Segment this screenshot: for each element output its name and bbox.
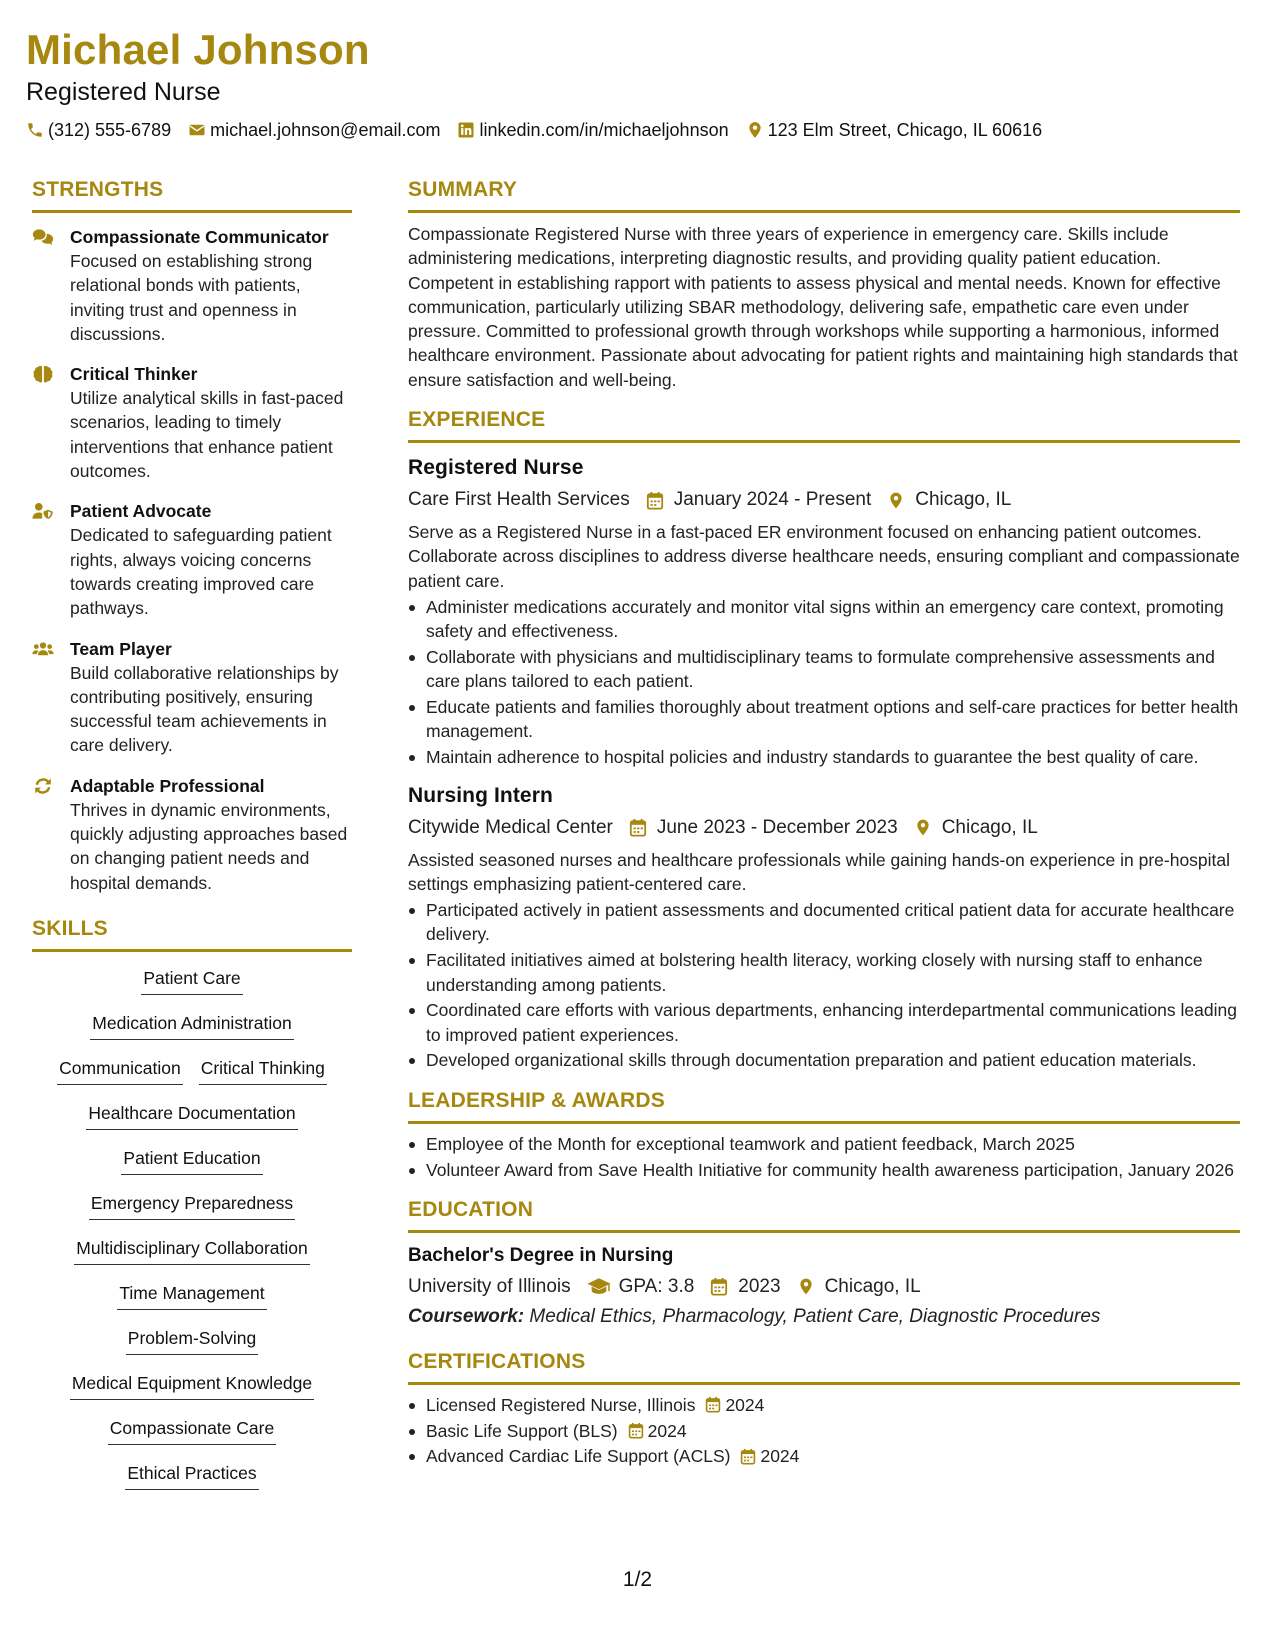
edu-degree: Bachelor's Degree in Nursing [408,1244,674,1266]
brain-icon [32,365,54,383]
address-text: 123 Elm Street, Chicago, IL 60616 [767,120,1043,140]
education-heading: EDUCATION [408,1196,1240,1233]
strength-item [32,362,352,483]
bullet-item: Maintain adherence to hospital policies and industry standards to guarantee the best quality of care. [408,745,1240,769]
edu-coursework [408,1302,1240,1332]
right-column [408,176,1240,1470]
skill-tag: Emergency Preparedness [89,1191,295,1220]
skill-row [117,1461,266,1506]
skill-row [133,966,250,1011]
linkedin-text[interactable]: linkedin.com/in/michaeljohnson [479,120,729,140]
graduation-cap-icon [587,1277,611,1296]
map-pin-icon [887,491,905,510]
job-location: Chicago, IL [915,489,1012,511]
skill-row [109,1281,274,1326]
candidate-name: Michael Johnson [26,26,370,73]
experience-heading: EXPERIENCE [408,406,1240,443]
refresh-icon [32,777,54,795]
skill-tag: Communication [57,1056,183,1085]
resume-header [26,24,1246,142]
job-company: Citywide Medical Center [408,816,613,838]
edu-gpa: GPA: 3.8 [618,1275,695,1297]
linkedin-icon [457,121,475,139]
summary-heading: SUMMARY [408,176,1240,213]
bullet-item: Coordinated care efforts with various departments, enhancing interdepartmental communications leading to improved patient experiences. [408,998,1240,1047]
strength-title: Critical Thinker [70,364,198,385]
strength-item [32,499,352,620]
skill-tag: Compassionate Care [108,1416,276,1445]
email-text[interactable]: michael.johnson@email.com [210,120,441,140]
job-dates: January 2024 - Present [673,489,872,511]
phone-text: (312) 555-6789 [48,120,172,140]
skill-row [100,1416,284,1461]
job-location: Chicago, IL [941,816,1038,838]
calendar-icon [629,818,647,837]
contact-email[interactable] [188,118,440,142]
bullet-item: Developed organizational skills through documentation preparation and patient education materials. [408,1048,1240,1072]
skill-tag: Healthcare Documentation [86,1101,297,1130]
job-bullets [408,898,1240,1073]
cert-name: Advanced Cardiac Life Support (ACLS) [426,1446,731,1467]
skill-row [82,1011,301,1056]
bullet-item: Collaborate with physicians and multidisciplinary teams to formulate comprehensive assessments and care plans tailored to each patient. [408,645,1240,694]
calendar-icon [710,1277,728,1296]
skill-row [118,1326,266,1371]
skill-tag: Time Management [117,1281,266,1310]
job-meta [408,485,1240,515]
job-dates: June 2023 - December 2023 [656,816,898,838]
users-icon [32,640,54,658]
job-title: Registered Nurse [408,456,584,480]
strength-desc: Thrives in dynamic environments, quickly adjusting approaches based on changing patient needs and hospital demands. [70,799,348,893]
calendar-icon [705,1396,721,1413]
strength-desc: Dedicated to safeguarding patient rights, always voicing concerns towards creating improved care pathways. [70,525,332,619]
strength-desc: Focused on establishing strong relational bonds with patients, inviting trust and openness in discussions. [70,251,313,344]
map-pin-icon [914,818,932,837]
job-meta [408,813,1240,843]
award-item: Volunteer Award from Save Health Initiative for community health awareness participation, January 2026 [408,1158,1240,1182]
strengths-heading: STRENGTHS [32,176,352,213]
skills-heading: SKILLS [32,915,352,952]
cert-year: 2024 [725,1394,765,1415]
skill-tag: Medical Equipment Knowledge [70,1371,314,1400]
leadership-heading: LEADERSHIP & AWARDS [408,1087,1240,1124]
job-title: Nursing Intern [408,783,553,807]
skill-tag: Patient Education [121,1146,262,1175]
bullet-item: Administer medications accurately and monitor vital signs within an emergency care context, promoting safety and effectiveness. [408,595,1240,644]
job-entry [408,782,1240,1073]
edu-location: Chicago, IL [824,1275,921,1297]
certifications-heading: CERTIFICATIONS [408,1348,1240,1385]
edu-year: 2023 [738,1275,781,1297]
strength-title: Adaptable Professional [70,775,265,796]
comments-icon [32,228,54,246]
job-description: Serve as a Registered Nurse in a fast-paced ER environment focused on enhancing patient outcomes. Collaborate across disciplines to address diverse healthcare needs, ensuring compliant and compassionate patient care. [408,522,1240,591]
bullet-item: Facilitated initiatives aimed at bolstering health literacy, working closely with nursing staff to enhance understanding among patients. [408,948,1240,997]
skill-row [66,1236,318,1281]
skill-tag: Multidisciplinary Collaboration [74,1236,310,1265]
map-pin-icon [797,1277,815,1296]
map-pin-icon [746,121,764,139]
skill-tag: Patient Care [141,966,242,995]
summary-text: Compassionate Registered Nurse with three years of experience in emergency care. Skills include administering medications, interpreting diagnostic results, and providing quality patient education. Competent in establishing rapport with patients to assess physical and mental needs. Known for effective communication, particularly utilizing SBAR methodology, delivering safe, empathetic care even under pressure. Committed to professional growth through workshops while supporting a harmonious, informed healthcare environment. Passionate about advocating for patient rights and maintaining high standards that ensure satisfaction and well-being. [408,224,1238,390]
skill-row [78,1101,305,1146]
skills-list [32,966,352,1506]
contact-bar [26,118,1246,142]
cert-item [408,1444,1240,1468]
bullet-item: Participated actively in patient assessments and documented critical patient data for accurate healthcare delivery. [408,898,1240,947]
envelope-icon [188,121,206,139]
strength-desc: Build collaborative relationships by contributing positively, ensuring successful team achievements in care delivery. [70,662,339,756]
cert-year: 2024 [760,1446,800,1467]
strength-item [32,774,352,895]
skill-row [113,1146,270,1191]
candidate-role: Registered Nurse [26,78,221,106]
strength-title: Compassionate Communicator [70,227,329,247]
calendar-icon [628,1422,644,1439]
skill-tag: Ethical Practices [125,1461,258,1490]
award-item: Employee of the Month for exceptional teamwork and patient feedback, March 2025 [408,1132,1240,1156]
contact-linkedin[interactable] [457,118,728,142]
strength-item [32,637,352,758]
contact-address [746,118,1043,142]
edu-meta [408,1272,1240,1302]
strength-title: Patient Advocate [70,501,212,522]
skill-row [62,1371,322,1416]
contact-phone [26,118,171,142]
strength-item [32,225,352,346]
skill-row [81,1191,303,1236]
coursework-text: Medical Ethics, Pharmacology, Patient Care, Diagnostic Procedures [529,1305,1101,1327]
certifications-list [408,1393,1240,1469]
job-company: Care First Health Services [408,489,630,511]
skill-tag: Problem-Solving [126,1326,258,1355]
calendar-icon [646,491,664,510]
calendar-icon [740,1448,756,1465]
bullet-item: Educate patients and families thoroughly about treatment options and self-care practices for better health management. [408,695,1240,744]
job-entry [408,454,1240,769]
cert-item [408,1419,1240,1443]
cert-name: Licensed Registered Nurse, Illinois [426,1394,696,1415]
strengths-list [32,225,352,895]
cert-name: Basic Life Support (BLS) [426,1420,618,1441]
phone-icon [26,121,44,139]
strength-desc: Utilize analytical skills in fast-paced scenarios, leading to timely interventions that enhance patient outcomes. [70,388,344,482]
skill-row [49,1056,335,1101]
strength-title: Team Player [70,638,172,659]
page-number: 1/2 [622,1568,653,1591]
job-description: Assisted seasoned nurses and healthcare professionals while gaining hands-on experience in pre-hospital settings emphasizing patient-centered care. [408,849,1231,894]
left-column [32,176,352,1506]
cert-year: 2024 [647,1420,687,1441]
coursework-label: Coursework: [408,1305,525,1327]
user-shield-icon [32,502,54,520]
cert-item [408,1393,1240,1417]
skill-tag: Medication Administration [90,1011,293,1040]
job-bullets [408,595,1240,770]
skill-tag: Critical Thinking [199,1056,327,1085]
leadership-list [408,1132,1240,1182]
edu-school: University of Illinois [408,1275,571,1297]
